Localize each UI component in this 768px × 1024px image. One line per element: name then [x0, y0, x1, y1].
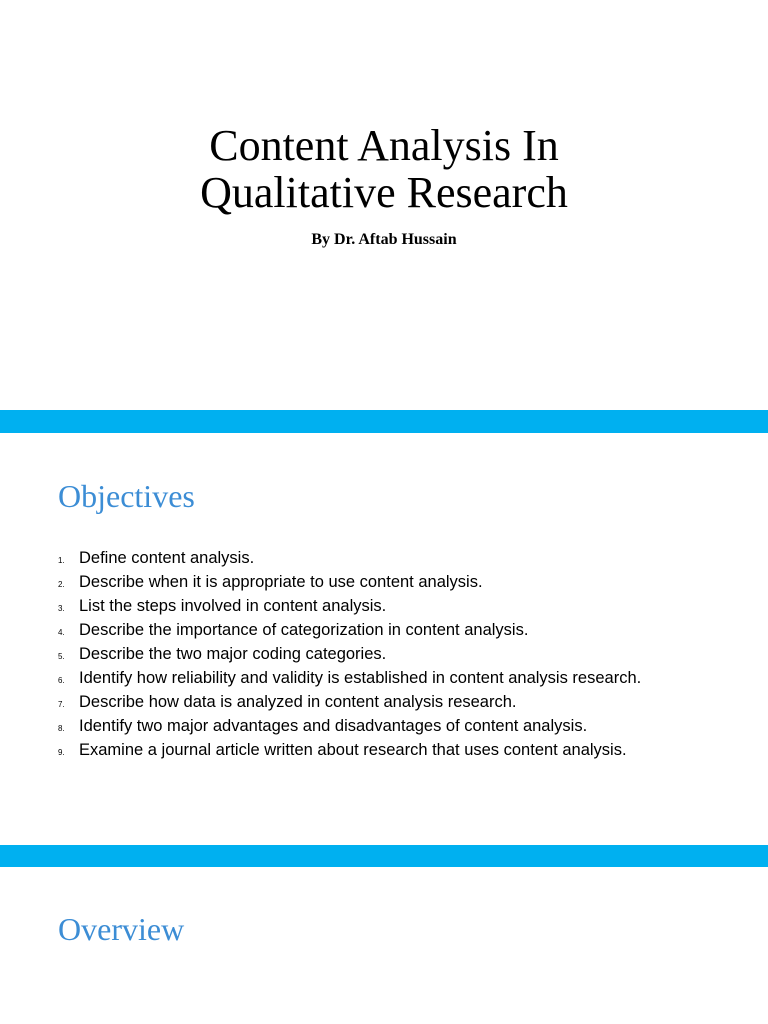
objective-item	[58, 546, 748, 570]
title-line-2: Qualitative Research	[200, 168, 568, 217]
objective-item	[58, 690, 748, 714]
objectives-list	[58, 546, 748, 762]
objective-text: Examine a journal article written about research that uses content analysis.	[79, 741, 627, 759]
overview-heading: Overview	[58, 911, 185, 947]
objective-text: Describe the two major coding categories.	[79, 645, 387, 663]
objective-item	[58, 618, 748, 642]
objective-number: 3.	[58, 604, 65, 613]
objective-item	[58, 666, 748, 690]
objective-text: Describe when it is appropriate to use content analysis.	[79, 573, 483, 591]
objective-number: 1.	[58, 556, 65, 565]
objective-number: 6.	[58, 676, 65, 685]
objective-item	[58, 738, 748, 762]
objectives-heading: Objectives	[58, 478, 195, 514]
objective-text: Describe how data is analyzed in content analysis research.	[79, 693, 517, 711]
objective-text: Identify two major advantages and disadvantages of content analysis.	[79, 717, 588, 735]
objective-item	[58, 714, 748, 738]
slide-divider	[0, 845, 768, 867]
objective-number: 9.	[58, 748, 65, 757]
objective-text: Identify how reliability and validity is established in content analysis research.	[79, 669, 642, 687]
document-title	[0, 122, 768, 216]
objective-text: Define content analysis.	[79, 549, 255, 567]
objective-number: 8.	[58, 724, 65, 733]
title-line-1: Content Analysis In	[209, 121, 559, 170]
objective-item	[58, 570, 748, 594]
objective-text: List the steps involved in content analysis.	[79, 597, 387, 615]
objective-number: 4.	[58, 628, 65, 637]
objective-number: 7.	[58, 700, 65, 709]
overview-slide	[0, 867, 768, 1024]
objective-number: 5.	[58, 652, 65, 661]
objective-item	[58, 642, 748, 666]
objectives-slide	[0, 433, 768, 845]
objective-number: 2.	[58, 580, 65, 589]
objective-item	[58, 594, 748, 618]
title-slide	[0, 0, 768, 410]
author-byline: By Dr. Aftab Hussain	[311, 231, 457, 248]
objective-text: Describe the importance of categorization in content analysis.	[79, 621, 529, 639]
slide-divider	[0, 410, 768, 433]
